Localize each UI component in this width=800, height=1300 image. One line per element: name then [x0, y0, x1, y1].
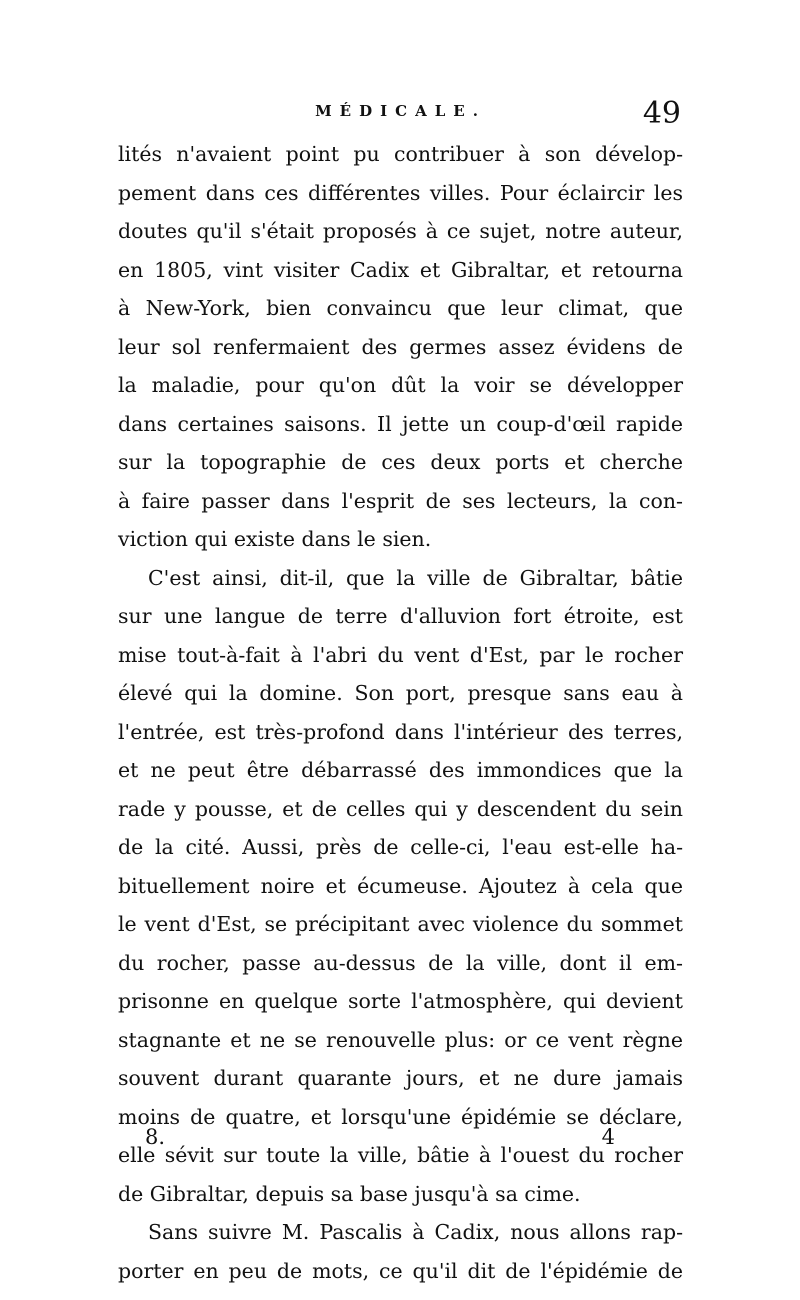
- text-line: porter en peu de mots, ce qu'il dit de l'épidémie de: [118, 1258, 683, 1283]
- body-text: [118, 135, 683, 1290]
- text-line: de Gibraltar, depuis sa base jusqu'à sa cime.: [118, 1181, 581, 1206]
- page-number: 49: [642, 96, 681, 131]
- text-line: élevé qui la domine. Son port, presque sans eau à: [118, 681, 683, 705]
- text-line: de la cité. Aussi, près de celle-ci, l'eau est-elle ha-: [118, 835, 683, 859]
- text-line: rade y pousse, et de celles qui y descendent du sein: [118, 796, 683, 821]
- text-line: C'est ainsi, dit-il, que la ville de Gibraltar, bâtie: [148, 565, 683, 590]
- running-head: [118, 96, 683, 136]
- text-line: elle sévit sur toute la ville, bâtie à l'ouest du rocher: [118, 1143, 683, 1167]
- catchword: 4: [601, 1125, 615, 1149]
- text-line: la maladie, pour qu'on dût la voir se développer: [118, 373, 683, 397]
- text-line: à New-York, bien convaincu que leur climat, que: [118, 296, 683, 320]
- signature-mark: 8.: [145, 1125, 166, 1149]
- text-line: mise tout-à-fait à l'abri du vent d'Est, par le rocher: [118, 642, 683, 667]
- text-line: du rocher, passe au-dessus de la ville, dont il em-: [118, 950, 683, 975]
- text-line: à faire passer dans l'esprit de ses lecteurs, la con-: [118, 488, 683, 513]
- text-line: Sans suivre M. Pascalis à Cadix, nous allons rap-: [148, 1220, 683, 1244]
- text-line: stagnante et ne se renouvelle plus: or ce vent règne: [118, 1027, 683, 1052]
- text-line: viction qui existe dans le sien.: [118, 527, 432, 551]
- text-line: prisonne en quelque sorte l'atmosphère, qui devient: [118, 989, 683, 1013]
- text-line: en 1805, vint visiter Cadix et Gibraltar, et retourna: [118, 257, 683, 282]
- text-line: l'entrée, est très-profond dans l'intérieur des terres,: [118, 719, 683, 744]
- text-line: sur une langue de terre d'alluvion fort étroite, est: [118, 604, 683, 628]
- text-line: souvent durant quarante jours, et ne dure jamais: [118, 1066, 683, 1090]
- text-line: lités n'avaient point pu contribuer à son dévelop-: [118, 142, 683, 166]
- running-title: MÉDICALE.: [315, 102, 486, 120]
- text-line: moins de quatre, et lorsqu'une épidémie se déclare,: [118, 1104, 683, 1129]
- text-line: doutes qu'il s'était proposés à ce sujet, notre auteur,: [118, 219, 683, 243]
- text-line: et ne peut être débarrassé des immondices que la: [118, 758, 683, 782]
- text-line: sur la topographie de ces deux ports et cherche: [118, 450, 683, 474]
- text-line: le vent d'Est, se précipitant avec violence du sommet: [118, 912, 683, 936]
- text-line: dans certaines saisons. Il jette un coup-d'œil rapide: [118, 411, 683, 436]
- text-line: bituellement noire et écumeuse. Ajoutez à cela que: [118, 873, 683, 898]
- text-line: pement dans ces différentes villes. Pour éclaircir les: [118, 180, 683, 205]
- page-footer: [145, 1125, 615, 1161]
- text-line: leur sol renfermaient des germes assez évidens de: [118, 334, 683, 359]
